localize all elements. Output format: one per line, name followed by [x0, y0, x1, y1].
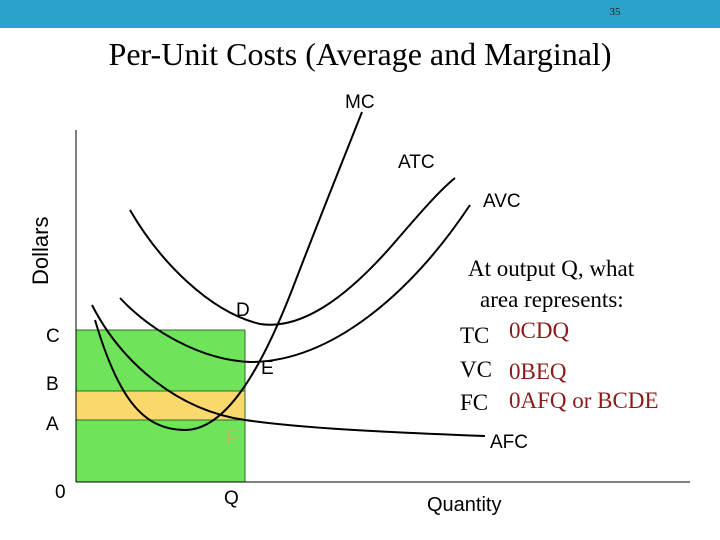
y-axis-label: Dollars	[28, 216, 53, 285]
fc-label: FC	[460, 390, 489, 415]
mc-label: MC	[345, 92, 375, 113]
vc-area-answer: 0BEQ	[509, 359, 567, 384]
question-line-2: area represents:	[480, 287, 624, 312]
afc-label: AFC	[490, 432, 528, 453]
tc-area-answer: 0CDQ	[509, 318, 570, 343]
tc-label: TC	[460, 323, 490, 348]
avc-label: AVC	[483, 191, 521, 212]
atc-curve	[130, 178, 455, 325]
origin-label: 0	[55, 482, 66, 503]
point-d-label: D	[236, 300, 250, 321]
fixed-cost-area-0AFQ	[76, 420, 245, 482]
point-b-label: B	[46, 374, 59, 395]
point-q-label: Q	[224, 488, 239, 509]
x-axis-label: Quantity	[427, 494, 502, 516]
question-line-1: At output Q, what	[468, 256, 635, 281]
atc-label: ATC	[398, 152, 435, 173]
point-c-label: C	[46, 326, 60, 347]
point-a-label: A	[46, 414, 59, 435]
fc-area-answer: 0AFQ or BCDE	[509, 388, 659, 413]
point-e-label: E	[261, 358, 274, 379]
point-f-label: F	[226, 428, 238, 449]
slide-title: Per-Unit Costs (Average and Marginal)	[108, 36, 612, 72]
slide-number: 35	[609, 6, 621, 18]
vc-label: VC	[460, 357, 492, 382]
